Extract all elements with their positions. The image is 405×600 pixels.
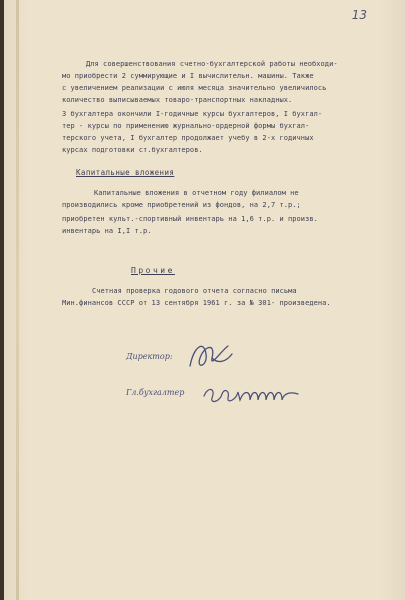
director-signature xyxy=(182,336,252,376)
accountant-signature xyxy=(200,378,305,408)
document-page xyxy=(4,0,405,600)
accountant-signature-label: Гл.бухгалтер xyxy=(126,388,185,397)
text-line: Мин.финансов СССР от 13 сентября 1961 г. за № 301- произведена. xyxy=(62,299,331,307)
director-signature-label: Директор: xyxy=(126,352,173,361)
text-line: количество выписываемых товаро-транспортных накладных. xyxy=(62,96,293,104)
page-number: 13 xyxy=(351,8,367,22)
text-line: инвентарь на I,I т.р. xyxy=(62,227,152,235)
page-binding-edge xyxy=(16,0,19,600)
text-line: мо приобрести 2 суммирующие и I вычислительн. машины. Также xyxy=(62,72,314,80)
text-line: приобретен культ.-спортивный инвентарь на 1,6 т.р. и произв. xyxy=(62,215,318,223)
text-line: Капитальные вложения в отчетном году филиалом не xyxy=(94,189,299,197)
text-line: Для совершенствования счетно-бухгалтерской работы необходи- xyxy=(86,60,338,68)
text-line: производились кроме приобретений из фондов, на 2,7 т.р.; xyxy=(62,201,301,209)
text-line: тер - курсы по применению журнально-ордерной формы бухгал- xyxy=(62,122,310,130)
text-line: с увеличением реализации с июля месяца значительно увеличилось xyxy=(62,84,327,92)
section-heading-capital: Капитальные вложения xyxy=(76,168,175,177)
text-line: 3 бухгалтера окончили I-годичные курсы бухгалтеров, I бухгал- xyxy=(62,110,323,118)
text-line: курсах подготовки ст.бухгалтеров. xyxy=(62,146,203,154)
section-heading-other: Прочие xyxy=(131,266,175,275)
text-line: терского учета, I бухгалтер продолжает учебу в 2-х годичных xyxy=(62,134,314,142)
text-line: Счетная проверка годового отчета согласно письма xyxy=(92,287,297,295)
